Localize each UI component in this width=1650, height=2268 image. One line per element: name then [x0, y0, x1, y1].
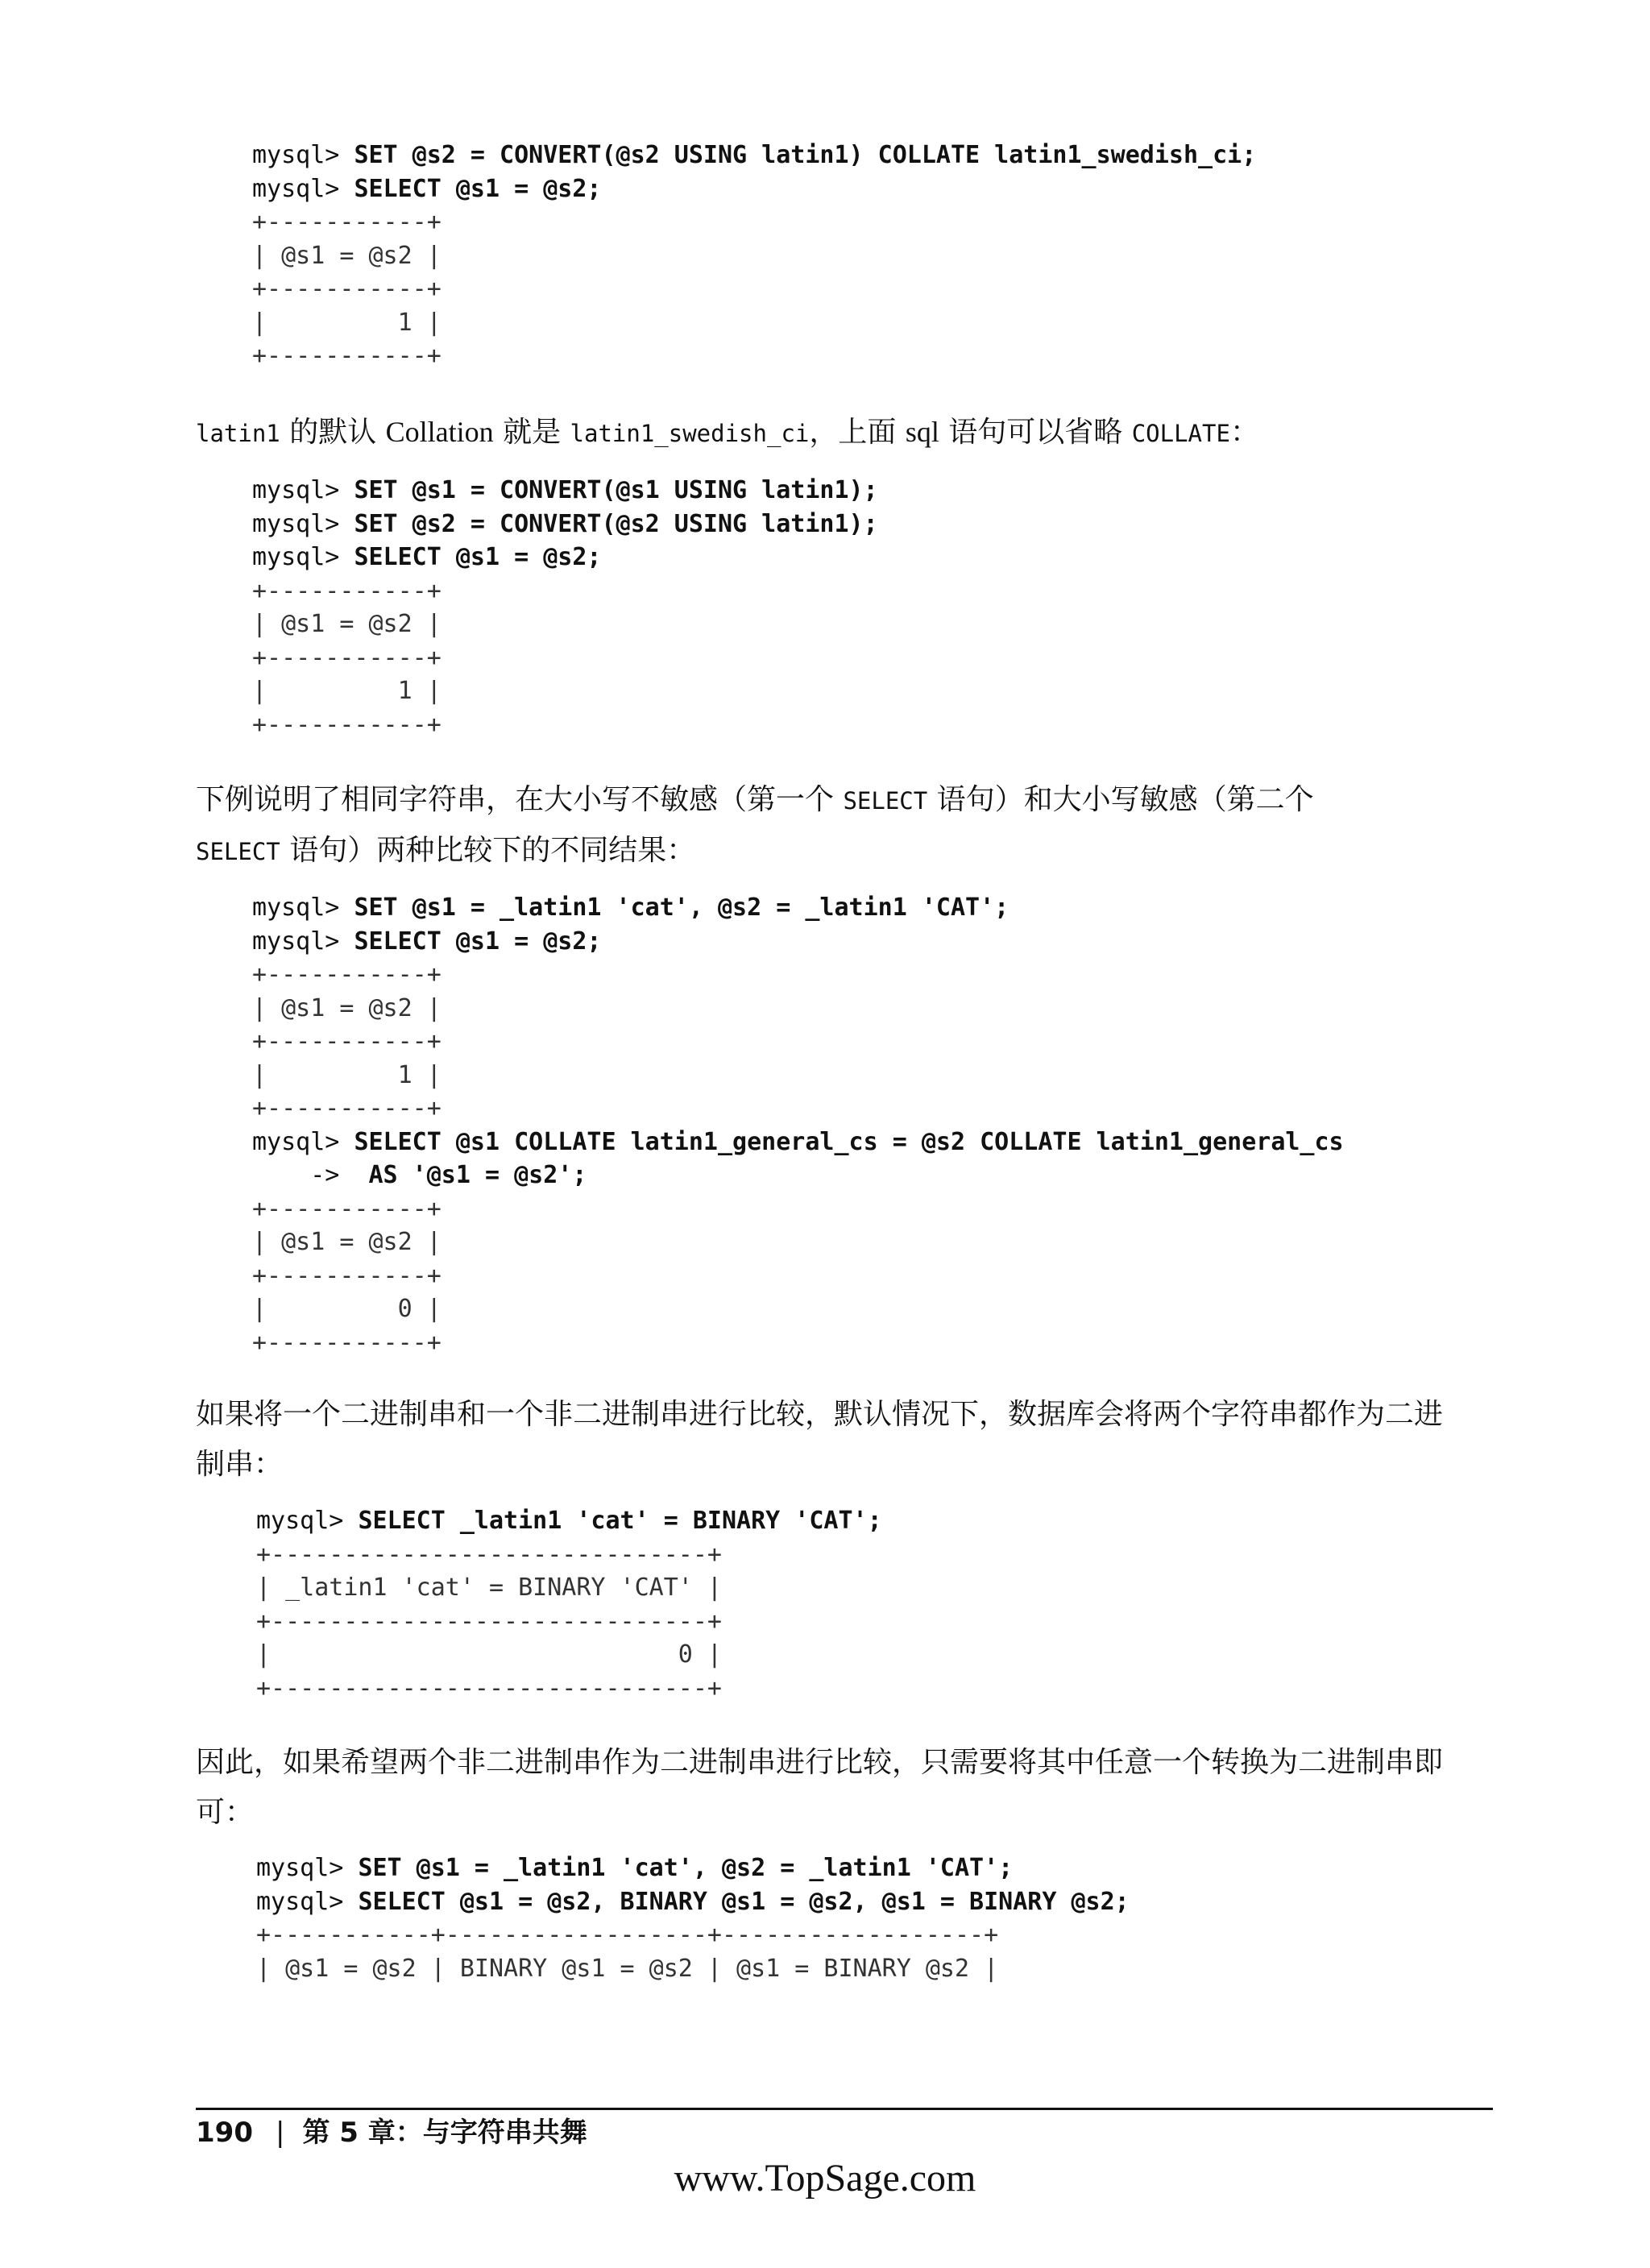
paragraph-case-sensitivity: 下例说明了相同字符串，在大小写不敏感（第一个 SELECT 语句）和大小写敏感（第二个 SELECT 语句）两种比较下的不同结果：	[196, 783, 1314, 867]
mysql-prompt: mysql>	[256, 1854, 359, 1882]
code-block-1	[252, 139, 1256, 373]
inline-code: latin1	[196, 420, 280, 447]
inline-code: COLLATE	[1131, 420, 1230, 447]
inline-code: SELECT	[196, 838, 280, 865]
mysql-prompt: mysql>	[252, 174, 354, 203]
mysql-prompt: mysql>	[252, 476, 354, 504]
sql-statement-line	[252, 1126, 1344, 1159]
sql-command: SET @s2 = CONVERT(@s2 USING latin1) COLLATE latin1_swedish_ci;	[354, 141, 1257, 169]
sql-statement-line	[252, 139, 1256, 172]
inline-code: SELECT	[843, 787, 928, 815]
result-table-row: | @s1 = @s2 |	[252, 610, 442, 638]
result-table-row: +-----------+	[252, 960, 442, 989]
result-table-row: | 1 |	[252, 677, 442, 705]
result-table-row: +-----------+	[252, 710, 442, 739]
sql-command: AS '@s1 = @s2';	[368, 1161, 587, 1189]
website-watermark: www.TopSage.com	[674, 2157, 976, 2200]
sql-command: SELECT @s1 = @s2, BINARY @s1 = @s2, @s1 = BINARY @s2;	[358, 1887, 1130, 1916]
result-table-row: +-----------+	[252, 1094, 442, 1122]
result-table-row: +-----------+	[252, 576, 442, 605]
sql-statement-line	[256, 1851, 1130, 1885]
result-table-row: | 0 |	[252, 1295, 442, 1323]
mysql-prompt: mysql>	[256, 1507, 359, 1535]
footer-divider	[196, 2108, 1493, 2110]
sql-command: SELECT _latin1 'cat' = BINARY 'CAT';	[358, 1507, 882, 1535]
result-table-row: | @s1 = @s2 |	[252, 241, 442, 270]
mysql-prompt: mysql>	[252, 509, 354, 538]
sql-statement-line	[256, 1504, 882, 1538]
sql-command: SELECT @s1 = @s2;	[354, 543, 602, 571]
code-block-4	[256, 1504, 882, 1705]
mysql-prompt: mysql>	[252, 927, 354, 956]
footer-separator: |	[275, 2117, 285, 2149]
result-table-row: | @s1 = @s2 | BINARY @s1 = @s2 | @s1 = BINARY @s2 |	[256, 1954, 999, 1983]
result-table-row: | _latin1 'cat' = BINARY 'CAT' |	[256, 1574, 722, 1602]
sql-statement-line	[252, 508, 878, 541]
result-table-row: +-----------+	[252, 1261, 442, 1290]
sql-statement-line	[252, 541, 878, 574]
result-table-row: +-----------+------------------+------------------+	[256, 1921, 999, 1949]
result-table-row: +------------------------------+	[256, 1673, 722, 1702]
code-block-2	[252, 474, 878, 741]
result-table-row: +-----------+	[252, 1194, 442, 1223]
mysql-prompt: mysql>	[252, 1127, 354, 1156]
sql-statement-line	[252, 1159, 1344, 1192]
mysql-prompt: mysql>	[252, 141, 354, 169]
chapter-title: 第 5 章：与字符串共舞	[302, 2117, 587, 2149]
result-table-row: | 1 |	[252, 308, 442, 337]
sql-statement-line	[252, 474, 878, 508]
paragraph-binary-compare: 如果将一个二进制串和一个非二进制串进行比较，默认情况下，数据库会将两个字符串都作为二进制串：	[196, 1398, 1444, 1481]
result-table-row: +------------------------------+	[256, 1607, 722, 1636]
sql-statement-line	[256, 1885, 1130, 1919]
result-table-row: +-----------+	[252, 1027, 442, 1055]
sql-statement-line	[252, 172, 1256, 206]
mysql-prompt: mysql>	[256, 1887, 359, 1916]
sql-statement-line	[252, 925, 1344, 959]
result-table-row: +-----------+	[252, 208, 442, 236]
paragraph-convert-binary: 因此，如果希望两个非二进制串作为二进制串进行比较，只需要将其中任意一个转换为二进制串即可：	[196, 1746, 1444, 1829]
mysql-prompt: mysql>	[252, 543, 354, 571]
result-table-row: | @s1 = @s2 |	[252, 993, 442, 1022]
mysql-prompt: ->	[252, 1161, 369, 1189]
result-table-row: +-----------+	[252, 643, 442, 672]
sql-command: SELECT @s1 = @s2;	[354, 927, 602, 956]
page-number: 190	[196, 2117, 253, 2149]
sql-command: SELECT @s1 = @s2;	[354, 174, 602, 203]
result-table-row: | 0 |	[256, 1640, 722, 1669]
result-table-row: +-----------+	[252, 275, 442, 303]
sql-command: SET @s1 = CONVERT(@s1 USING latin1);	[354, 476, 878, 504]
result-table-row: | @s1 = @s2 |	[252, 1228, 442, 1256]
sql-command: SET @s1 = _latin1 'cat', @s2 = _latin1 'CAT';	[354, 894, 1009, 922]
inline-code: latin1_swedish_ci	[570, 420, 810, 447]
code-block-3	[252, 891, 1344, 1359]
mysql-prompt: mysql>	[252, 894, 354, 922]
paragraph-default-collation: latin1 的默认 Collation 就是 latin1_swedish_ci，上面 sql 语句可以省略 COLLATE：	[196, 416, 1259, 449]
result-table-row: +-----------+	[252, 1328, 442, 1357]
sql-statement-line	[252, 891, 1344, 925]
result-table-row: +------------------------------+	[256, 1540, 722, 1569]
code-block-5	[256, 1851, 1130, 1985]
sql-command: SET @s1 = _latin1 'cat', @s2 = _latin1 'CAT';	[358, 1854, 1014, 1882]
sql-command: SELECT @s1 COLLATE latin1_general_cs = @s2 COLLATE latin1_general_cs	[354, 1127, 1344, 1156]
page-footer	[196, 2113, 587, 2153]
result-table-row: +-----------+	[252, 342, 442, 370]
result-table-row: | 1 |	[252, 1060, 442, 1089]
sql-command: SET @s2 = CONVERT(@s2 USING latin1);	[354, 509, 878, 538]
